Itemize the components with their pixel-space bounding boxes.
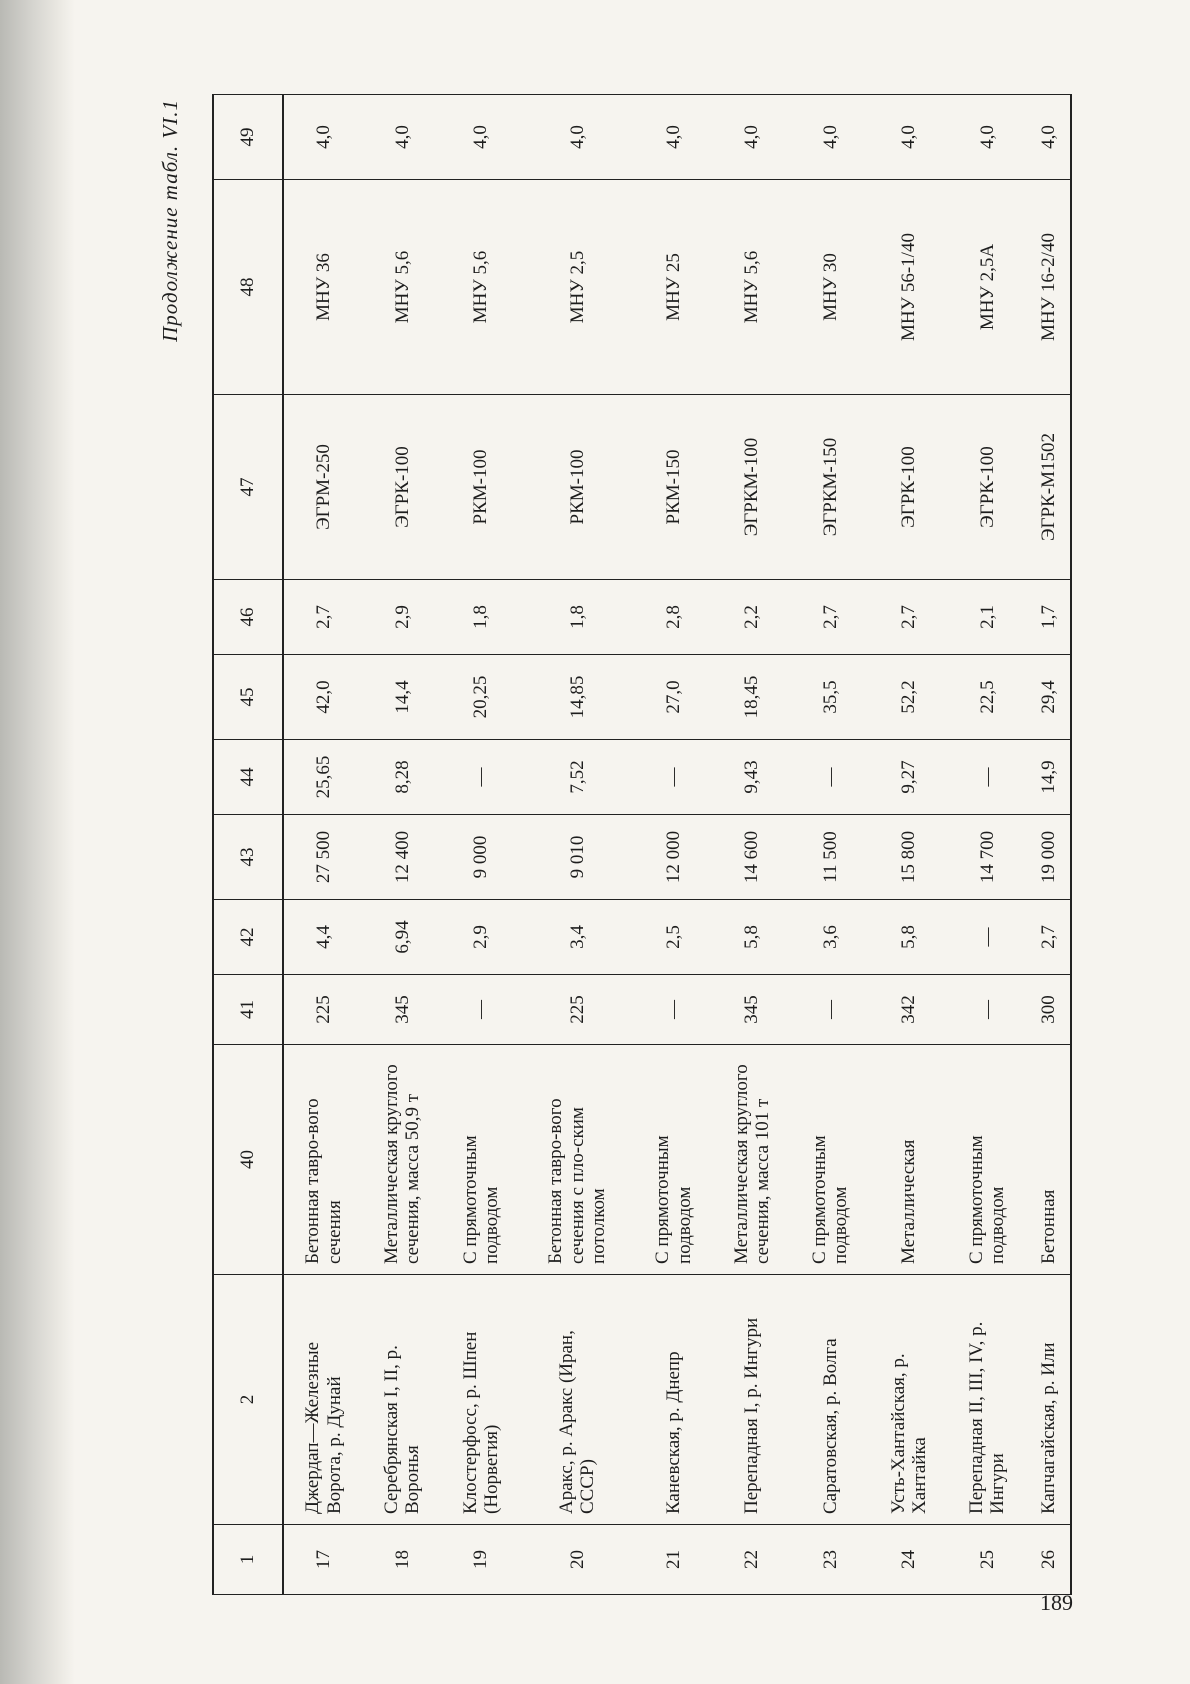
table-cell: 1,8: [442, 580, 520, 655]
table-cell: —: [948, 740, 1026, 815]
column-header: 2: [213, 1275, 283, 1525]
table-cell: ЭГРК-100: [363, 395, 441, 580]
scan-shadow: [0, 0, 75, 1684]
column-header: 43: [213, 815, 283, 900]
table-cell: 2,9: [442, 900, 520, 975]
table-cell: 15 800: [870, 815, 948, 900]
column-header: 45: [213, 655, 283, 740]
page-number: 189: [1040, 1590, 1073, 1615]
table-row: [283, 95, 363, 1595]
table-cell: 25,65: [283, 740, 363, 815]
table-cell: —: [634, 740, 712, 815]
table-cell: 4,0: [713, 95, 791, 180]
table-row: [520, 95, 634, 1595]
table-cell: 342: [870, 975, 948, 1045]
table-cell: 225: [520, 975, 634, 1045]
table-cell: 4,0: [363, 95, 441, 180]
table-cell: Перепадная I, р. Ингури: [713, 1275, 791, 1525]
table-cell: 5,8: [870, 900, 948, 975]
table-cell: 35,5: [791, 655, 869, 740]
table-cell: 18: [363, 1525, 441, 1595]
table-cell: 14 600: [713, 815, 791, 900]
table-cell: 4,0: [1027, 95, 1071, 180]
table-cell: 19 000: [1027, 815, 1071, 900]
table-cell: 20,25: [442, 655, 520, 740]
table-cell: 20: [520, 1525, 634, 1595]
table-cell: 24: [870, 1525, 948, 1595]
column-header: 44: [213, 740, 283, 815]
table-cell: Усть-Хантайская, р. Хантайка: [870, 1275, 948, 1525]
table-cell: МНУ 30: [791, 180, 869, 395]
table-cell: Саратовская, р. Волга: [791, 1275, 869, 1525]
table-cell: 225: [283, 975, 363, 1045]
table-row: [363, 95, 441, 1595]
table-cell: МНУ 5,6: [713, 180, 791, 395]
table-row: [870, 95, 948, 1595]
table-cell: 4,0: [442, 95, 520, 180]
table-cell: Джердап—Железные Ворота, р. Дунай: [283, 1275, 363, 1525]
table-cell: 1,7: [1027, 580, 1071, 655]
table-cell: 5,8: [713, 900, 791, 975]
table-cell: 42,0: [283, 655, 363, 740]
table-cell: Каневская, р. Днепр: [634, 1275, 712, 1525]
table-cell: Бетонная тавро-вого сечения с пло-ским потолком: [520, 1045, 634, 1275]
table-cell: Клостерфосс, р. Шпен (Норвегия): [442, 1275, 520, 1525]
table-row: [948, 95, 1026, 1595]
table-cell: Серебрянская I, II, р. Воронья: [363, 1275, 441, 1525]
table-cell: 3,6: [791, 900, 869, 975]
table-cell: МНУ 36: [283, 180, 363, 395]
table-cell: 14,9: [1027, 740, 1071, 815]
table-cell: Металлическая круглого сечения, масса 50,9 т: [363, 1045, 441, 1275]
table-cell: 2,2: [713, 580, 791, 655]
table-cell: 22,5: [948, 655, 1026, 740]
data-table: [212, 94, 1072, 1595]
table-cell: Аракс, р. Аракс (Иран, СССР): [520, 1275, 634, 1525]
table-cell: 2,7: [1027, 900, 1071, 975]
table-cell: МНУ 56-1/40: [870, 180, 948, 395]
column-header: 40: [213, 1045, 283, 1275]
table-caption: Продолжение табл. VI.1: [158, 99, 182, 342]
table-cell: 2,9: [363, 580, 441, 655]
table-cell: 23: [791, 1525, 869, 1595]
table-cell: 27,0: [634, 655, 712, 740]
table-cell: 9,43: [713, 740, 791, 815]
table-cell: ЭГРК-100: [948, 395, 1026, 580]
table-cell: —: [791, 740, 869, 815]
table-cell: 345: [713, 975, 791, 1045]
table-cell: Металлическая круглого сечения, масса 101 т: [713, 1045, 791, 1275]
column-header: 47: [213, 395, 283, 580]
table-cell: МНУ 16-2/40: [1027, 180, 1071, 395]
table-header: [213, 95, 283, 1595]
table-row: [634, 95, 712, 1595]
table-cell: 2,7: [283, 580, 363, 655]
table-cell: —: [948, 900, 1026, 975]
table-cell: 4,0: [870, 95, 948, 180]
rotated-table-block: [158, 95, 1078, 1595]
table-cell: 12 000: [634, 815, 712, 900]
table-cell: МНУ 25: [634, 180, 712, 395]
table-cell: 14,4: [363, 655, 441, 740]
table-cell: Капчагайская, р. Или: [1027, 1275, 1071, 1525]
column-header: 49: [213, 95, 283, 180]
table-cell: 26: [1027, 1525, 1071, 1595]
table-cell: —: [442, 740, 520, 815]
table-cell: 4,4: [283, 900, 363, 975]
table-cell: С прямоточным подводом: [791, 1045, 869, 1275]
table-row: [713, 95, 791, 1595]
column-header: 48: [213, 180, 283, 395]
table-row: [442, 95, 520, 1595]
table-cell: 2,8: [634, 580, 712, 655]
table-cell: ЭГРК-100: [870, 395, 948, 580]
table-cell: ЭГРКМ-150: [791, 395, 869, 580]
table-cell: 52,2: [870, 655, 948, 740]
table-cell: МНУ 5,6: [363, 180, 441, 395]
table-cell: 2,5: [634, 900, 712, 975]
table-cell: 19: [442, 1525, 520, 1595]
table-cell: 17: [283, 1525, 363, 1595]
table-cell: 12 400: [363, 815, 441, 900]
table-cell: Металлическая: [870, 1045, 948, 1275]
column-header: 41: [213, 975, 283, 1045]
table-cell: Бетонная: [1027, 1045, 1071, 1275]
table-cell: ЭГРК-М1502: [1027, 395, 1071, 580]
table-cell: 4,0: [283, 95, 363, 180]
table-cell: 14,85: [520, 655, 634, 740]
table-cell: 6,94: [363, 900, 441, 975]
table-cell: 21: [634, 1525, 712, 1595]
table-cell: С прямоточным подводом: [634, 1045, 712, 1275]
table-cell: 4,0: [791, 95, 869, 180]
table-cell: 9 000: [442, 815, 520, 900]
table-cell: 7,52: [520, 740, 634, 815]
table-cell: 29,4: [1027, 655, 1071, 740]
table-cell: 11 500: [791, 815, 869, 900]
table-cell: МНУ 2,5: [520, 180, 634, 395]
table-row: [791, 95, 869, 1595]
table-cell: —: [442, 975, 520, 1045]
table-cell: 2,7: [791, 580, 869, 655]
table-cell: —: [634, 975, 712, 1045]
table-cell: РКМ-150: [634, 395, 712, 580]
table-cell: РКМ-100: [442, 395, 520, 580]
table-cell: 18,45: [713, 655, 791, 740]
table-cell: 9 010: [520, 815, 634, 900]
table-cell: 25: [948, 1525, 1026, 1595]
table-cell: С прямоточным подводом: [442, 1045, 520, 1275]
table-cell: 22: [713, 1525, 791, 1595]
table-cell: С прямоточным подводом: [948, 1045, 1026, 1275]
table-cell: Бетонная тавро-вого сечения: [283, 1045, 363, 1275]
table-cell: 8,28: [363, 740, 441, 815]
table-cell: 3,4: [520, 900, 634, 975]
table-body: [283, 95, 1071, 1595]
column-header: 46: [213, 580, 283, 655]
table-cell: 2,7: [870, 580, 948, 655]
table-cell: 14 700: [948, 815, 1026, 900]
header-row: [213, 95, 283, 1595]
table-row: [1027, 95, 1071, 1595]
table-cell: 4,0: [634, 95, 712, 180]
table-cell: 27 500: [283, 815, 363, 900]
table-cell: МНУ 5,6: [442, 180, 520, 395]
table-cell: —: [791, 975, 869, 1045]
table-cell: 9,27: [870, 740, 948, 815]
table-cell: 4,0: [520, 95, 634, 180]
table-cell: Перепадная II, III, IV, р. Ингури: [948, 1275, 1026, 1525]
table-cell: 4,0: [948, 95, 1026, 180]
table-cell: ЭГРКМ-100: [713, 395, 791, 580]
table-cell: МНУ 2,5А: [948, 180, 1026, 395]
table-cell: РКМ-100: [520, 395, 634, 580]
column-header: 1: [213, 1525, 283, 1595]
table-cell: —: [948, 975, 1026, 1045]
table-cell: 345: [363, 975, 441, 1045]
column-header: 42: [213, 900, 283, 975]
table-cell: 1,8: [520, 580, 634, 655]
table-cell: 300: [1027, 975, 1071, 1045]
table-cell: 2,1: [948, 580, 1026, 655]
table-cell: ЭГРМ-250: [283, 395, 363, 580]
